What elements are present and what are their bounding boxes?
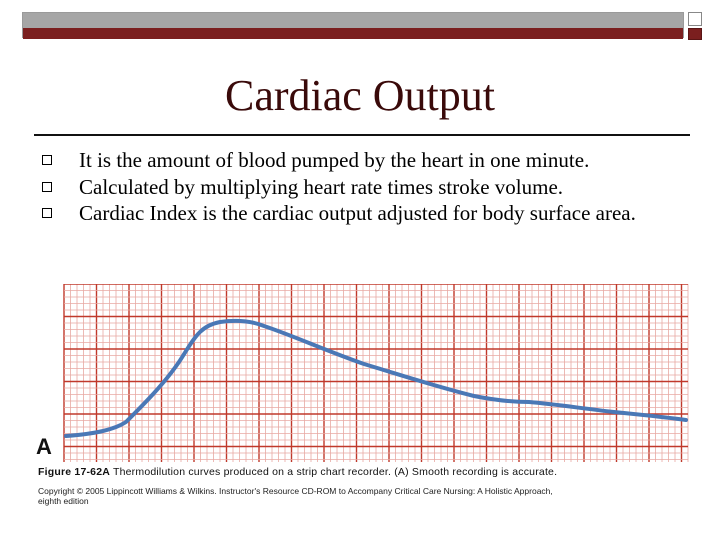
top-decorative-bar [22, 12, 684, 38]
bullet-text: Cardiac Index is the cardiac output adjusted for body surface area. [79, 201, 636, 225]
figure-copyright [38, 486, 678, 506]
bullet-item [40, 174, 680, 201]
top-bar-gray-band [23, 13, 683, 28]
title-divider [34, 134, 690, 136]
figure-caption [38, 466, 688, 478]
corner-box-white [688, 12, 702, 26]
copyright-line: Copyright © 2005 Lippincott Williams & Wilkins. Instructor's Resource CD-ROM to Accompany Critical Care Nursing: A Holistic Approach, [38, 486, 553, 496]
copyright-line: eighth edition [38, 496, 89, 506]
top-bar-red-band [23, 28, 683, 39]
corner-box-red [688, 28, 702, 40]
slide-title: Cardiac Output [224, 71, 496, 120]
caption-text: Thermodilution curves produced on a strip chart recorder. (A) Smooth recording is accurate. [112, 466, 558, 478]
corner-decoration [686, 12, 706, 42]
caption-label: Figure 17-62A [38, 466, 111, 478]
panel-letter: A [36, 434, 52, 459]
hollow-square-bullet-icon [42, 155, 52, 165]
bullet-item [40, 200, 680, 227]
hollow-square-bullet-icon [42, 182, 52, 192]
bullet-item [40, 147, 680, 174]
bullet-text: It is the amount of blood pumped by the heart in one minute. [79, 148, 590, 172]
bullet-list [40, 147, 680, 227]
bullet-text: Calculated by multiplying heart rate times stroke volume. [79, 174, 564, 199]
hollow-square-bullet-icon [42, 208, 52, 218]
